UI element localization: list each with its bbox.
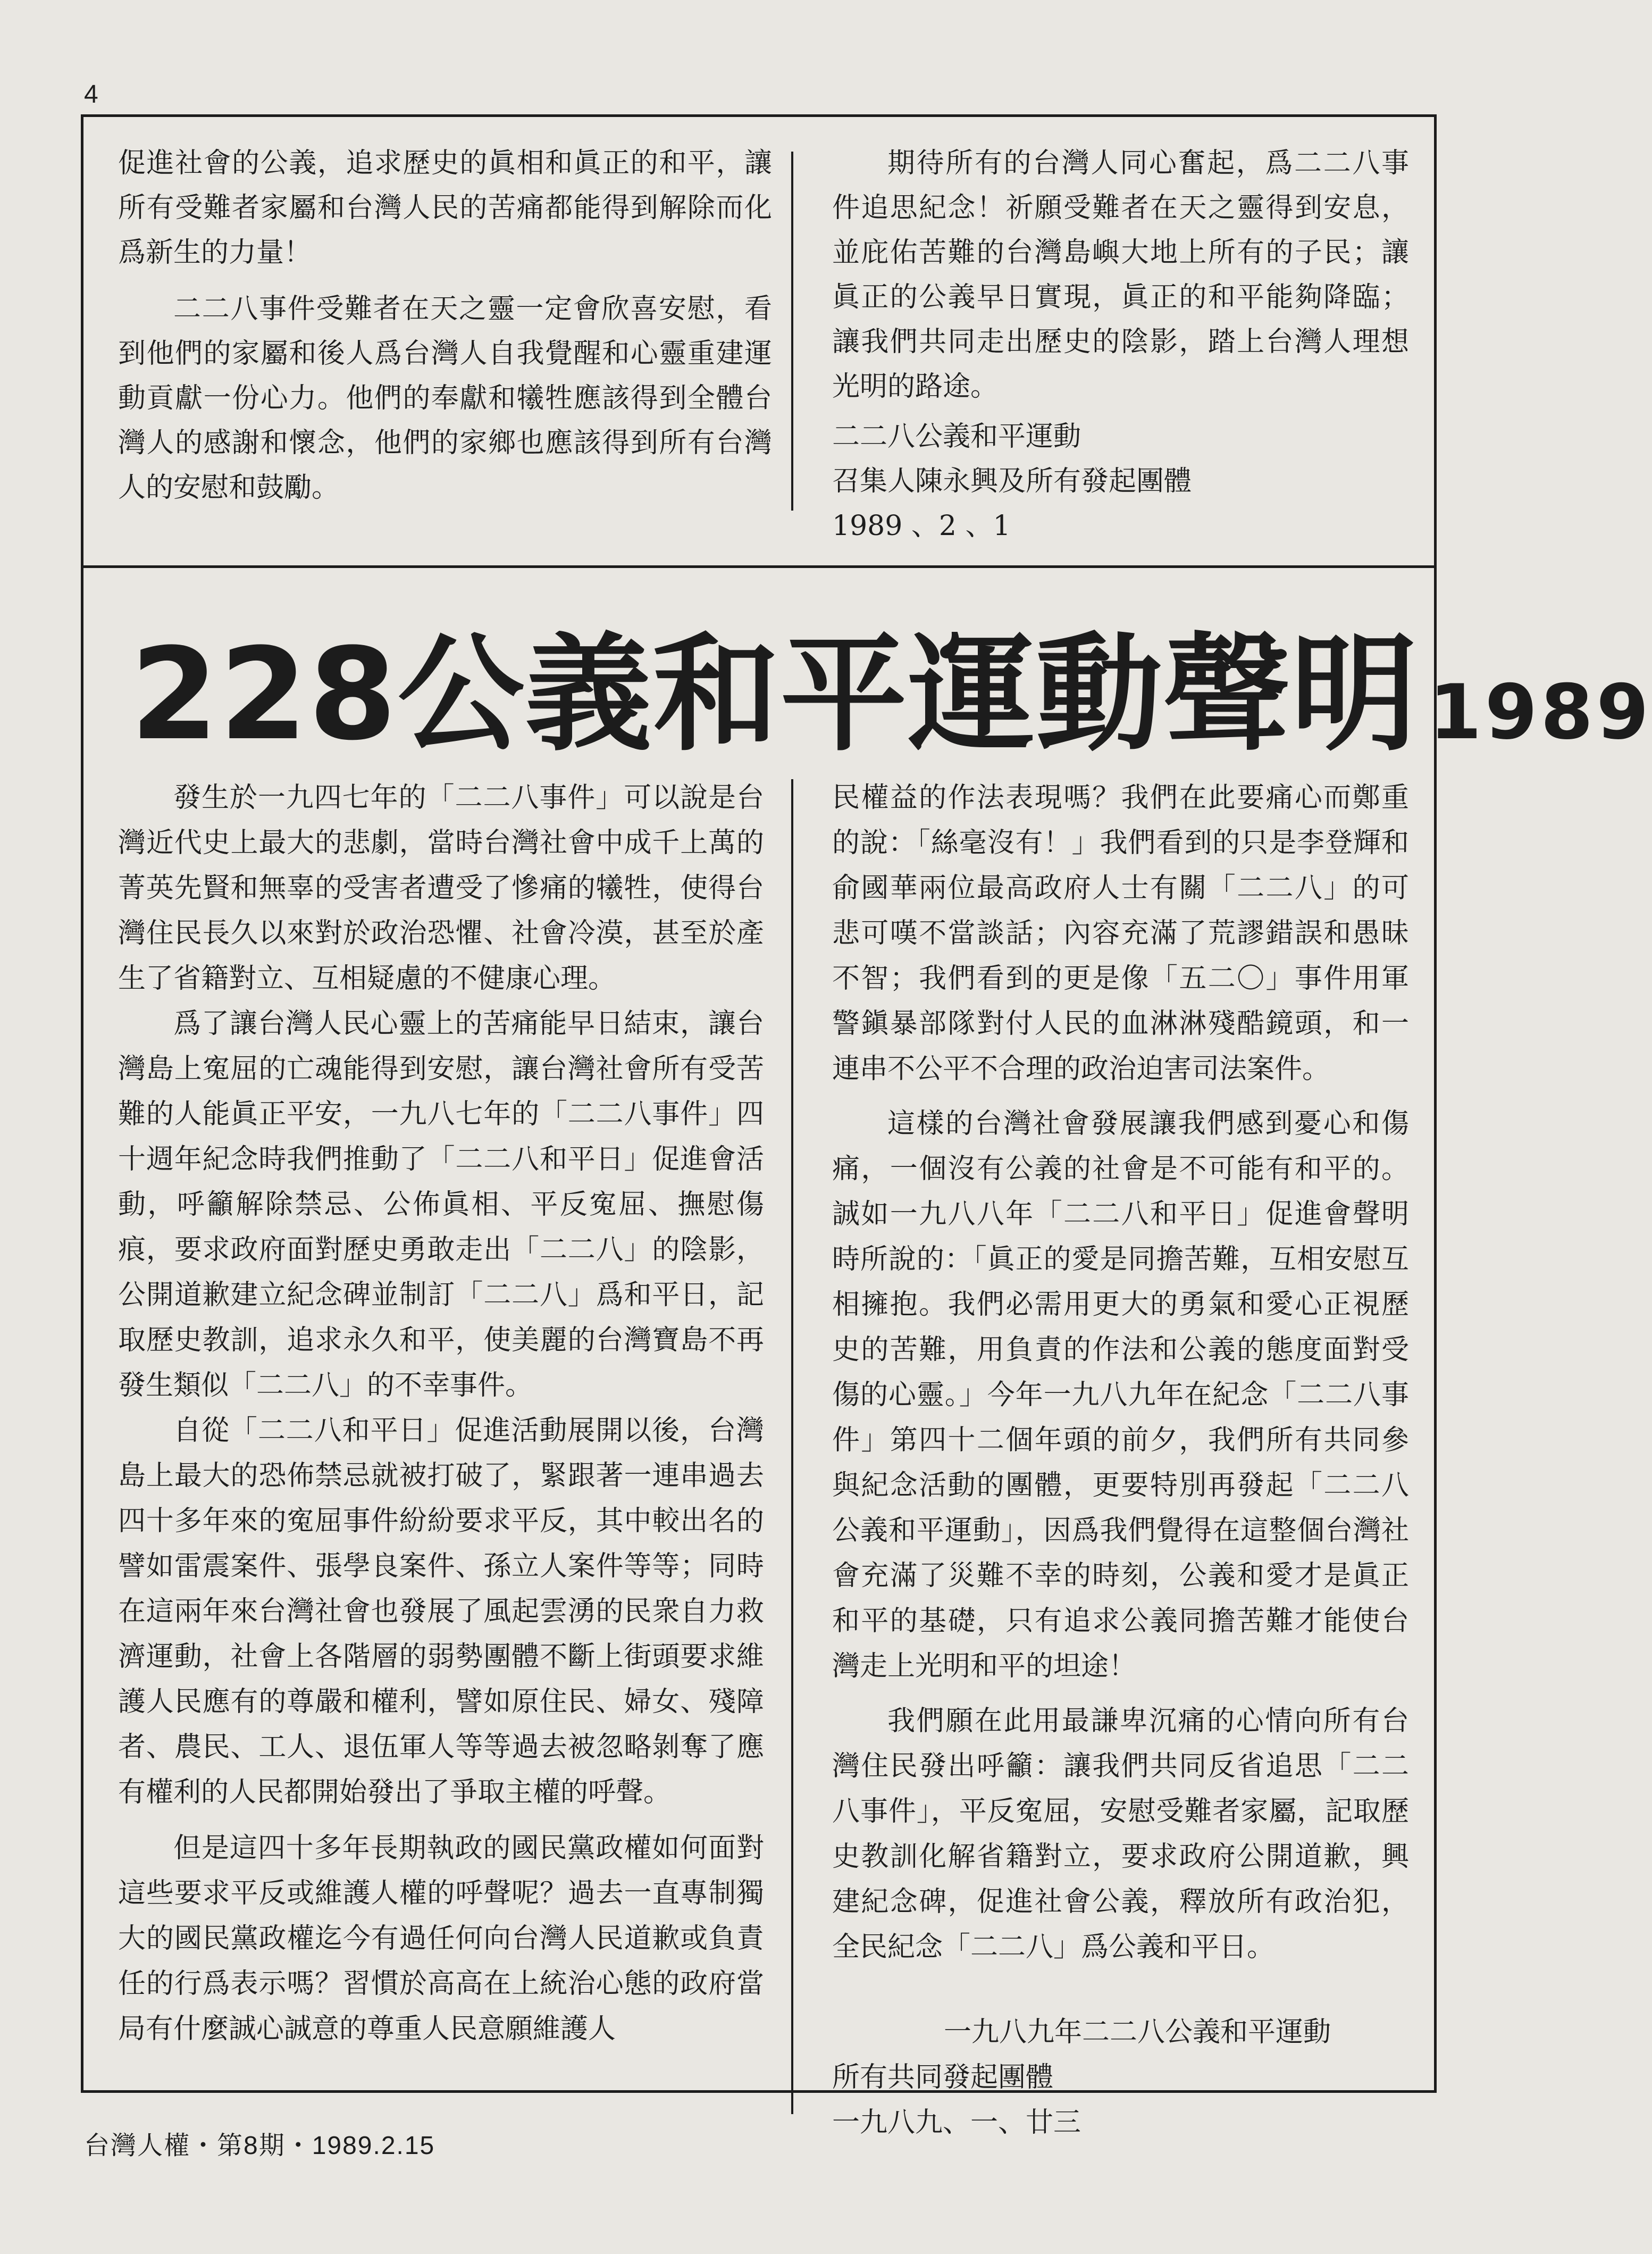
body-right-column	[832, 775, 1409, 2146]
body-left-paragraph-4: 但是這四十多年長期執政的國民黨政權如何面對這些要求平反或維護人權的呼聲呢？過去一直專制獨大的國民黨政權迄今有過任何向台灣人民道歉或負責任的行爲表示嗎？習慣於高高在上統治心態的政府當局有什麼誠心誠意的尊重人民意願維護人	[118, 1832, 764, 2045]
page-number: 4	[84, 80, 98, 108]
top-left-paragraph-1: 促進社會的公義，追求歷史的眞相和眞正的和平，讓所有受難者家屬和台灣人民的苦痛都能得到解除而化爲新生的力量！	[118, 147, 772, 269]
body-signature-groups: 所有共同發起團體	[832, 2061, 1054, 2093]
body-right-paragraph-2: 這樣的台灣社會發展讓我們感到憂心和傷痛，一個沒有公義的社會是不可能有和平的。誠如一九八八年「二二八和平日」促進會聲明時所說的：「眞正的愛是同擔苦難，互相安慰互相擁抱。我們必需用更大的勇氣和愛心正視歷史的苦難，用負責的作法和公義的態度面對受傷的心靈。」今年一九八九年在紀念「二二八事件」第四十二個年頭的前夕，我們所有共同參與紀念活動的團體，更要特別再發起「二二八公義和平運動」，因爲我們覺得在這整個台灣社會充滿了災難不幸的時刻，公義和愛才是眞正和平的基礎，只有追求公義同擔苦難才能使台灣走上光明和平的坦途！	[832, 1108, 1409, 1682]
headline	[130, 593, 1652, 769]
top-left-paragraph-2: 二二八事件受難者在天之靈一定會欣喜安慰，看到他們的家屬和後人爲台灣人自我覺醒和心靈重建運動貢獻一份心力。他們的奉獻和犧牲應該得到全體台灣人的感謝和懷念，他們的家鄉也應該得到所有台灣人的安慰和鼓勵。	[118, 293, 772, 504]
body-signature-org: 一九八九年二二八公義和平運動	[944, 2016, 1331, 2048]
body-left-paragraph-3: 自從「二二八和平日」促進活動展開以後，台灣島上最大的恐佈禁忌就被打破了，緊跟著一連串過去四十多年來的寃屈事件紛紛要求平反，其中較出名的譬如雷震案件、張學良案件、孫立人案件等等；同時在這兩年來台灣社會也發展了風起雲湧的民衆自力救濟運動，社會上各階層的弱勢團體不斷上街頭要求維護人民應有的尊嚴和權利，譬如原住民、婦女、殘障者、農民、工人、退伍軍人等等過去被忽略剝奪了應有權利的人民都開始發出了爭取主權的呼聲。	[118, 1415, 764, 1808]
top-right-paragraph: 期待所有的台灣人同心奮起，爲二二八事件追思紀念！祈願受難者在天之靈得到安息，並庇佑苦難的台灣島嶼大地上所有的子民；讓眞正的公義早日實現，眞正的和平能夠降臨；讓我們共同走出歷史的陰影，踏上台灣人理想光明的路途。	[832, 147, 1409, 403]
body-left-paragraph-1: 發生於一九四七年的「二二八事件」可以說是台灣近代史上最大的悲劇，當時台灣社會中成千上萬的菁英先賢和無辜的受害者遭受了慘痛的犧牲，使得台灣住民長久以來對於政治恐懼、社會冷漠，甚至於產生了省籍對立、互相疑慮的不健康心理。	[118, 782, 764, 995]
section-divider	[81, 565, 1437, 568]
top-signature-org: 二二八公義和平運動	[832, 421, 1081, 453]
body-right-paragraph-1: 民權益的作法表現嗎？我們在此要痛心而鄭重的說：「絲毫沒有！」我們看到的只是李登輝和俞國華兩位最高政府人士有關「二二八」的可悲可嘆不當談話；內容充滿了荒謬錯誤和愚昧不智；我們看到的更是像「五二〇」事件用軍警鎭暴部隊對付人民的血淋淋殘酷鏡頭，和一連串不公平不合理的政治迫害司法案件。	[832, 782, 1409, 1085]
top-signature-date: 1989 、2 、1	[832, 510, 1011, 542]
top-column-rule	[791, 152, 793, 511]
top-right-column	[832, 141, 1409, 548]
top-signature-convener: 召集人陳永興及所有發起團體	[832, 465, 1192, 497]
body-right-paragraph-3: 我們願在此用最謙卑沉痛的心情向所有台灣住民發出呼籲：讓我們共同反省追思「二二八事件」，平反寃屈，安慰受難者家屬，記取歷史教訓化解省籍對立，要求政府公開道歉，興建紀念碑，促進社會公義，釋放所有政治犯，全民紀念「二二八」爲公義和平日。	[832, 1705, 1409, 1963]
headline-main: 228公義和平運動聲明	[130, 621, 1419, 769]
top-left-column	[118, 141, 772, 510]
body-signature-date: 一九八九、一、廿三	[832, 2107, 1081, 2139]
publication-footer: 台灣人權・第8期・1989.2.15	[84, 2132, 435, 2160]
headline-year: 1989	[1429, 669, 1652, 756]
body-left-column	[118, 775, 764, 2052]
body-column-rule	[791, 779, 793, 2114]
body-left-paragraph-2: 爲了讓台灣人民心靈上的苦痛能早日結束，讓台灣島上寃屈的亡魂能得到安慰，讓台灣社會所有受苦難的人能眞正平安，一九八七年的「二二八事件」四十週年紀念時我們推動了「二二八和平日」促進會活動，呼籲解除禁忌、公佈眞相、平反寃屈、撫慰傷痕，要求政府面對歷史勇敢走出「二二八」的陰影，公開道歉建立紀念碑並制訂「二二八」爲和平日，記取歷史教訓，追求永久和平，使美麗的台灣寶島不再發生類似「二二八」的不幸事件。	[118, 1008, 764, 1401]
